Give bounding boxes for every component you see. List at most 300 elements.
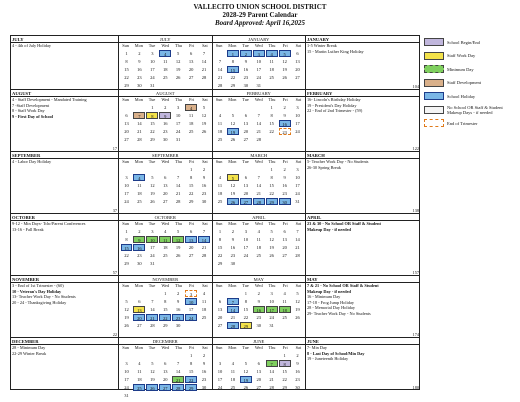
day-cell: 30 <box>201 384 207 390</box>
day-cell: 21 <box>217 74 223 80</box>
weekday-label: Mon <box>228 97 237 102</box>
day-cell: 12 <box>230 120 236 126</box>
day-cell: 7 <box>227 298 239 305</box>
blank-day <box>172 352 184 359</box>
weekday-label: Tue <box>148 43 156 48</box>
day-cell: 2 <box>138 228 141 234</box>
day-cell: 24 <box>150 252 155 258</box>
weekday-label: Wed <box>161 283 170 288</box>
day-cell: 31 <box>295 198 300 204</box>
day-cell: 21 <box>256 190 261 196</box>
day-cell: 22 <box>124 74 129 80</box>
day-cell: 20 <box>188 66 194 72</box>
day-cell: 16 <box>230 244 236 250</box>
day-cell: 9 <box>231 236 234 242</box>
day-cell: 8 <box>270 174 273 180</box>
day-cell: 6 <box>283 228 286 234</box>
day-cell: 11 <box>201 298 207 304</box>
event-item: 7 -Staff Development <box>12 102 50 108</box>
day-cell: 14 <box>137 120 142 126</box>
day-cell: 16 <box>253 306 265 313</box>
weekday-label: Tue <box>148 97 156 102</box>
day-cell: 14 <box>201 58 207 64</box>
day-cell: 9 <box>159 112 171 119</box>
day-cell: 25 <box>230 384 236 390</box>
day-cell: 26 <box>201 128 207 134</box>
day-cell: 26 <box>243 384 249 390</box>
day-cell: 16 <box>175 306 181 312</box>
weekday-label: Mon <box>228 43 237 48</box>
day-cell: 27 <box>282 252 287 258</box>
day-cell: 30 <box>175 322 181 328</box>
day-cell: 25 <box>201 314 207 320</box>
day-cell: 15 <box>282 368 287 374</box>
blank-day <box>121 352 133 359</box>
day-cell: 13 <box>243 120 249 126</box>
month-pair-row <box>118 275 305 337</box>
day-cell: 31 <box>124 392 129 398</box>
day-cell: 10 <box>124 368 129 374</box>
day-count: 180 <box>412 385 419 390</box>
day-cell: 17 <box>217 376 223 382</box>
right-events-february <box>305 89 420 151</box>
day-cell: 8 <box>125 58 128 64</box>
right-events-april <box>305 213 420 275</box>
day-cell: 8 <box>231 58 234 64</box>
weekday-label: Thu <box>174 159 182 164</box>
day-cell: 27 <box>256 384 261 390</box>
month-pair-row <box>118 151 305 213</box>
month-title: JANUARY <box>213 36 306 43</box>
day-cell: 30 <box>243 82 249 88</box>
day-cell: 25 <box>217 136 223 142</box>
day-cell: 18 <box>230 376 236 382</box>
day-cell: 1 <box>218 228 222 234</box>
day-cell: 5 <box>202 104 206 110</box>
day-cell: 27 <box>137 322 142 328</box>
weekday-label: Tue <box>148 283 156 288</box>
legend-swatch <box>424 65 444 73</box>
day-cell: 8 <box>125 236 128 242</box>
day-cell: 16 <box>137 66 142 72</box>
event-item: 13-16 - Fall Break <box>12 226 44 232</box>
district-name: VALLECITO UNION SCHOOL DISTRICT <box>193 3 327 11</box>
blank-day <box>214 352 226 359</box>
day-cell: 11 <box>188 112 194 118</box>
day-cell: 5 <box>125 298 128 304</box>
weekday-label: Fri <box>189 159 195 164</box>
day-cell: 9 <box>133 236 145 243</box>
day-cell: 14 <box>227 306 239 313</box>
day-cell: 2 <box>283 166 286 172</box>
day-cell: 14 <box>295 236 300 242</box>
day-cell: 7 <box>257 112 260 118</box>
day-cell: 9 <box>283 112 286 118</box>
weekday-label: Fri <box>282 97 288 102</box>
day-cell: 25 <box>269 74 274 80</box>
day-cell: 29 <box>162 322 168 328</box>
day-cell: 13 <box>217 306 223 312</box>
blank-day <box>146 290 158 297</box>
weekday-label: Sun <box>215 97 223 102</box>
weekday-label: Tue <box>242 283 249 288</box>
weekday-label: Sun <box>122 221 129 226</box>
day-cell: 16 <box>243 66 249 72</box>
day-cell: 23 <box>295 376 300 382</box>
day-cell: 6 <box>164 174 167 180</box>
weekday-label: Fri <box>282 283 288 288</box>
day-cell: 24 <box>124 384 129 390</box>
day-cell: 11 <box>282 298 287 304</box>
weekday-label: Wed <box>161 159 170 164</box>
event-item: 9-12 - Min Days- Tchr/Parent Conferences <box>12 221 86 226</box>
day-cell: 4 <box>159 50 171 57</box>
day-cell: 10 <box>124 182 129 188</box>
day-cell: 6 <box>257 360 260 366</box>
day-cell: 9 <box>202 174 206 180</box>
event-item: 22-29 Winter Break <box>12 350 47 356</box>
day-cell: 22 <box>124 252 129 258</box>
event-item: 16 - Minimum Day <box>307 294 341 300</box>
weekday-label: Wed <box>254 97 263 102</box>
weekday-label: Sat <box>295 159 302 164</box>
day-cell: 12 <box>150 182 155 188</box>
day-cell: 7 <box>133 112 145 119</box>
weekday-label: Mon <box>134 283 143 288</box>
day-cell: 13 <box>256 368 261 374</box>
day-cell: 21 <box>230 314 236 320</box>
weekday-label: Thu <box>268 43 276 48</box>
day-cell: 8 <box>279 360 291 367</box>
month-title: DECEMBER <box>119 338 212 345</box>
day-cell: 7 <box>257 174 260 180</box>
day-cell: 12 <box>243 368 249 374</box>
day-cell: 4 <box>283 290 286 296</box>
day-cell: 3 <box>253 50 265 57</box>
left-events-september <box>10 151 118 213</box>
month-heading: SEPTEMBER <box>11 152 118 159</box>
day-cell: 13 <box>162 182 168 188</box>
month-title: JULY <box>119 36 212 43</box>
weekday-label: Mon <box>134 43 143 48</box>
day-cell: 24 <box>295 190 300 196</box>
blank-day <box>146 166 158 173</box>
day-cell: 27 <box>124 136 129 142</box>
day-count: 57 <box>112 270 117 275</box>
day-cell: 17 <box>150 66 155 72</box>
day-cell: 8 <box>189 360 193 366</box>
day-cell: 5 <box>279 50 291 57</box>
day-cell: 5 <box>151 174 154 180</box>
month-february <box>212 90 306 151</box>
legend-swatch <box>424 79 444 87</box>
left-events-november <box>10 275 118 337</box>
weekday-label: Mon <box>228 159 237 164</box>
month-august <box>119 90 212 151</box>
day-cell: 24 <box>256 74 261 80</box>
event-item: 20 - 24 - Thanksgiving Holiday <box>12 299 67 305</box>
month-title: FEBRUARY <box>213 90 306 97</box>
day-cell: 6 <box>164 360 167 366</box>
legend-label: End of Trimester <box>447 120 478 126</box>
day-cell: 15 <box>121 244 133 251</box>
weekday-header <box>119 283 212 289</box>
month-heading: DECEMBER <box>11 338 118 345</box>
day-cell: 13 <box>295 58 300 64</box>
day-grid <box>213 165 306 205</box>
day-cell: 9 <box>296 360 299 366</box>
day-count: 17 <box>112 146 117 151</box>
day-count: 174 <box>412 332 419 337</box>
day-grid <box>119 227 212 267</box>
day-cell: 13 <box>124 120 129 126</box>
day-cell: 22 <box>217 252 223 258</box>
weekday-label: Mon <box>228 345 237 350</box>
day-cell: 15 <box>124 66 129 72</box>
day-cell: 4 <box>218 112 222 118</box>
event-item: 28 - Minimum Day <box>12 345 46 350</box>
day-cell: 15 <box>150 120 155 126</box>
day-cell: 23 <box>137 252 142 258</box>
legend-item <box>424 50 516 63</box>
weekday-label: Sun <box>122 43 129 48</box>
event-item: 5- Teacher Work Day - No Students <box>307 159 369 164</box>
day-cell: 3 <box>218 360 222 366</box>
day-cell: 19 <box>282 66 287 72</box>
day-cell: 12 <box>201 112 207 118</box>
day-cell: 20 <box>188 244 194 250</box>
day-cell: 29 <box>240 322 252 329</box>
legend-item <box>424 36 516 49</box>
event-item: 7- Min Day <box>307 345 328 350</box>
day-cell: 7 <box>151 298 154 304</box>
event-item: 4 - 4th of July Holiday <box>12 43 52 48</box>
blank-day <box>253 104 265 111</box>
weekday-label: Mon <box>228 221 237 226</box>
day-cell: 17 <box>266 306 278 313</box>
day-grid <box>213 289 306 329</box>
day-cell: 1 <box>151 104 154 110</box>
legend-label: School Holiday <box>447 93 476 99</box>
day-cell: 3 <box>296 104 299 110</box>
day-cell: 20 <box>282 244 287 250</box>
weekday-label: Tue <box>242 43 249 48</box>
day-cell: 18 <box>137 190 142 196</box>
month-may <box>212 276 306 337</box>
day-cell: 28 <box>201 74 207 80</box>
day-cell: 14 <box>256 182 261 188</box>
day-cell: 17 <box>175 120 181 126</box>
day-cell: 23 <box>279 128 291 135</box>
day-cell: 5 <box>151 360 154 366</box>
blank-day <box>214 166 226 173</box>
blank-day <box>146 352 158 359</box>
day-cell: 30 <box>279 198 291 205</box>
day-cell: 29 <box>230 82 236 88</box>
weekday-header <box>213 97 306 103</box>
day-cell: 5 <box>296 290 299 296</box>
right-events-june <box>305 337 420 390</box>
day-cell: 18 <box>162 66 168 72</box>
legend-item <box>424 77 516 90</box>
legend-item <box>424 90 516 103</box>
event-item: 7 & 21 - No School OR Staff & Student <box>307 283 379 288</box>
weekday-label: Mon <box>134 345 143 350</box>
event-item: 4 - Labor Day Holiday <box>12 159 52 164</box>
day-cell: 10 <box>185 298 197 305</box>
day-cell: 25 <box>256 252 261 258</box>
weekday-label: Fri <box>189 221 195 226</box>
day-cell: 21 <box>201 66 207 72</box>
blank-day <box>159 352 171 359</box>
day-cell: 20 <box>256 376 261 382</box>
day-cell: 28 <box>295 252 300 258</box>
day-cell: 14 <box>217 66 223 72</box>
day-cell: 28 <box>172 384 184 391</box>
day-cell: 21 <box>137 128 142 134</box>
weekday-label: Tue <box>242 345 249 350</box>
day-cell: 23 <box>162 128 168 134</box>
weekday-label: Wed <box>254 43 263 48</box>
blank-day <box>214 50 226 57</box>
day-cell: 26 <box>124 322 129 328</box>
day-cell: 11 <box>137 368 142 374</box>
month-heading: APRIL <box>306 214 420 221</box>
day-cell: 19 <box>175 244 181 250</box>
day-cell: 28 <box>150 322 155 328</box>
legend-label: No School OR Staff & Student Makeup Days - if needed <box>447 104 503 115</box>
day-cell: 26 <box>295 314 300 320</box>
weekday-label: Sat <box>202 159 208 164</box>
day-cell: 19 <box>295 306 300 312</box>
day-cell: 4 <box>133 174 145 181</box>
day-cell: 8 <box>270 112 273 118</box>
month-december <box>119 338 212 398</box>
day-cell: 26 <box>230 136 236 142</box>
day-grid <box>213 351 306 391</box>
event-item: 16- Lincoln's Birthday Holiday <box>307 97 361 102</box>
day-cell: 27 <box>162 198 168 204</box>
day-cell: 21 <box>172 376 184 383</box>
day-count: 22 <box>112 332 117 337</box>
day-cell: 15 <box>269 120 274 126</box>
day-cell: 27 <box>243 136 249 142</box>
day-grid <box>119 103 212 143</box>
day-cell: 22 <box>159 314 171 321</box>
day-cell: 2 <box>177 290 180 296</box>
day-cell: 9 <box>177 298 180 304</box>
day-cell: 1 <box>189 166 193 172</box>
event-item: 19 - Juneteenth Holiday <box>307 356 349 362</box>
month-heading: FEBRUARY <box>306 90 420 97</box>
weekday-label: Fri <box>189 283 195 288</box>
day-cell: 17 <box>256 66 261 72</box>
event-item: 22 - End of 2nd Trimester - (59) <box>307 108 363 114</box>
blank-day <box>121 104 133 111</box>
day-cell: 6 <box>189 228 193 234</box>
month-pair-row <box>118 89 305 151</box>
board-approved-date: Board Approved: April 16,2025 <box>214 19 306 27</box>
weekday-label: Sat <box>295 43 302 48</box>
legend-item <box>424 117 516 130</box>
weekday-label: Wed <box>161 345 170 350</box>
day-cell: 15 <box>162 306 168 312</box>
day-cell: 13 <box>243 182 249 188</box>
weekday-label: Sun <box>122 283 129 288</box>
right-events-may <box>305 275 420 337</box>
day-cell: 1 <box>244 290 247 296</box>
month-pair-row <box>118 35 305 89</box>
weekday-label: Sun <box>122 159 129 164</box>
day-cell: 8 <box>189 174 193 180</box>
day-cell: 30 <box>201 198 207 204</box>
weekday-label: Sun <box>215 283 223 288</box>
day-cell: 19 <box>240 376 252 383</box>
day-count: 104 <box>412 84 419 89</box>
day-cell: 23 <box>137 74 142 80</box>
day-cell: 22 <box>188 190 194 196</box>
day-cell: 12 <box>175 58 181 64</box>
month-title: AUGUST <box>119 90 212 97</box>
day-cell: 14 <box>198 236 210 243</box>
day-cell: 11 <box>230 368 236 374</box>
day-cell: 27 <box>217 322 223 328</box>
weekday-label: Thu <box>174 345 182 350</box>
day-cell: 10 <box>150 58 155 64</box>
month-title: JUNE <box>213 338 306 345</box>
blank-day <box>214 104 226 111</box>
day-cell: 25 <box>137 198 142 204</box>
day-cell: 7 <box>177 174 180 180</box>
day-cell: 5 <box>177 50 180 56</box>
month-july <box>119 36 212 89</box>
day-cell: 28 <box>217 82 223 88</box>
day-cell: 24 <box>217 384 223 390</box>
day-cell: 5 <box>244 360 247 366</box>
day-cell: 20 <box>162 376 168 382</box>
blank-day <box>133 166 145 173</box>
day-cell: 2 <box>231 228 234 234</box>
right-events-march <box>305 151 420 213</box>
weekday-label: Thu <box>268 159 276 164</box>
day-cell: 30 <box>230 260 236 266</box>
day-cell: 1 <box>125 228 128 234</box>
day-cell: 23 <box>201 190 207 196</box>
day-cell: 6 <box>125 112 128 118</box>
day-cell: 19 <box>201 120 207 126</box>
day-cell: 18 <box>137 376 142 382</box>
day-cell: 7 <box>177 360 180 366</box>
day-cell: 11 <box>163 58 168 64</box>
day-cell: 14 <box>175 368 181 374</box>
blank-day <box>133 352 145 359</box>
day-cell: 16 <box>279 120 291 127</box>
weekday-label: Sun <box>215 221 223 226</box>
day-cell: 18 <box>256 244 261 250</box>
day-cell: 3 <box>151 228 154 234</box>
weekday-label: Wed <box>161 221 170 226</box>
day-cell: 3 <box>125 360 128 366</box>
day-cell: 20 <box>243 128 249 134</box>
legend-swatch <box>424 38 444 46</box>
day-cell: 8 <box>218 236 222 242</box>
day-cell: 4 <box>164 228 167 234</box>
month-heading: AUGUST <box>11 90 118 97</box>
blank-day <box>266 352 278 359</box>
day-cell: 23 <box>230 252 236 258</box>
day-cell: 7 <box>266 360 278 367</box>
weekday-label: Thu <box>268 283 276 288</box>
